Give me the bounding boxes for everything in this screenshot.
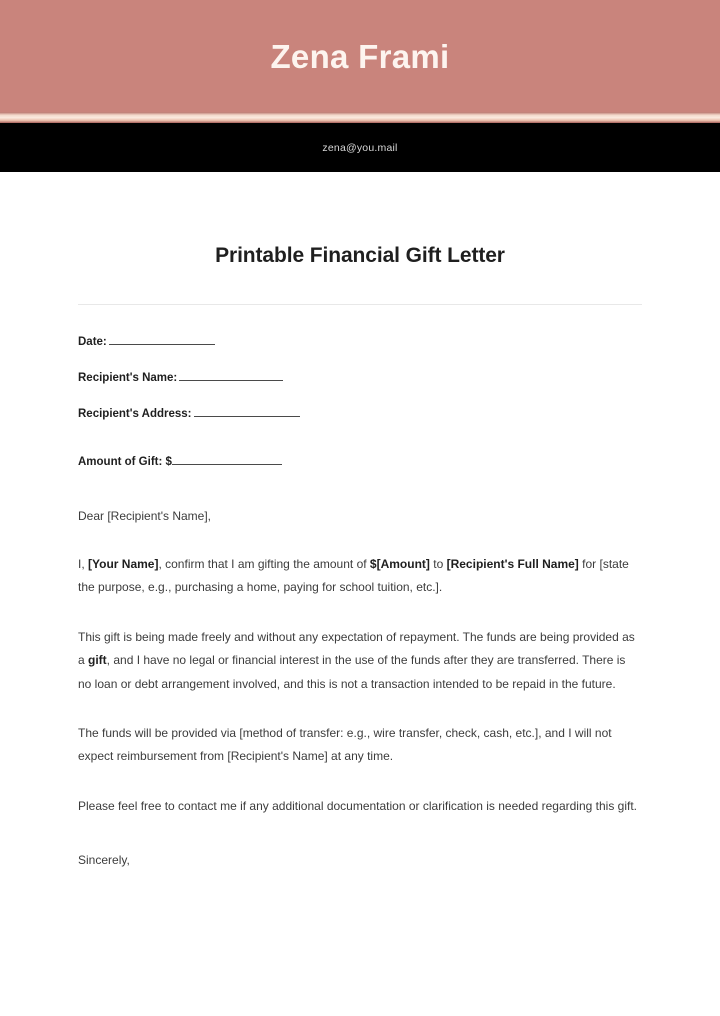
p4-segment-1: Please feel free to contact me if any additional documentation or clarification is needed regarding this gift.: [78, 798, 637, 813]
field-row-recipient-name: [78, 369, 642, 384]
p1-segment-4: for [state the purpose, e.g., purchasing a home, paying for school tuition, etc.].: [78, 557, 629, 595]
p2-segment-2: , and I have no legal or financial interest in the use of the funds after they are transferred. There is no loan or debt arrangement involved, and this is not a transaction intended to be repaid in the future.: [78, 653, 626, 691]
page-title: Printable Financial Gift Letter: [215, 244, 505, 267]
p2-gift-emphasis: gift: [88, 653, 107, 668]
field-label-recipient-name: Recipient's Name:: [78, 372, 178, 384]
field-label-date: Date:: [78, 336, 107, 348]
field-row-amount: [78, 453, 642, 468]
contact-band: [0, 123, 720, 172]
brand-name: Zena Frami: [270, 37, 450, 75]
p1-segment-2: , confirm that I am gifting the amount of: [158, 557, 370, 571]
currency-symbol: $: [165, 456, 172, 468]
paragraph-confirmation: [78, 553, 642, 600]
title-divider: [78, 304, 642, 305]
field-row-date: [78, 333, 642, 348]
closing-signoff: Sincerely,: [78, 853, 130, 868]
letterhead: [0, 0, 720, 172]
p1-recipient-full-name-placeholder: [Recipient's Full Name]: [446, 557, 579, 571]
p3-segment-1: The funds will be provided via [method of transfer: e.g., wire transfer, check, cash, etc.], and I will not expect reimbursement from [Recipient's Name] at any time.: [78, 725, 612, 764]
p1-amount-placeholder: $[Amount]: [369, 557, 430, 571]
contact-email: zena@you.mail: [322, 141, 398, 154]
field-blank-recipient-name[interactable]: [179, 369, 283, 381]
field-blank-date[interactable]: [109, 333, 215, 345]
field-row-recipient-address: [78, 405, 642, 420]
salutation: Dear [Recipient's Name],: [78, 509, 212, 523]
p1-segment-3: to: [429, 557, 447, 571]
paragraph-no-repayment: [78, 626, 642, 696]
paragraph-contact: [78, 795, 642, 818]
p2-segment-1: This gift is being made freely and without any expectation of repayment. The funds are being provided as a: [78, 629, 635, 668]
accent-stripe-divider: [0, 112, 720, 123]
field-label-recipient-address: Recipient's Address:: [78, 408, 192, 420]
brand-band: [0, 0, 720, 112]
paragraph-transfer-method: [78, 722, 642, 769]
field-blank-recipient-address[interactable]: [194, 405, 300, 417]
field-blank-amount[interactable]: [172, 453, 282, 465]
document-body: [0, 172, 720, 871]
form-fields: [78, 333, 642, 468]
p1-segment-1: I,: [78, 557, 89, 571]
field-label-amount: Amount of Gift:: [78, 456, 163, 468]
p1-your-name-placeholder: [Your Name]: [88, 557, 159, 571]
